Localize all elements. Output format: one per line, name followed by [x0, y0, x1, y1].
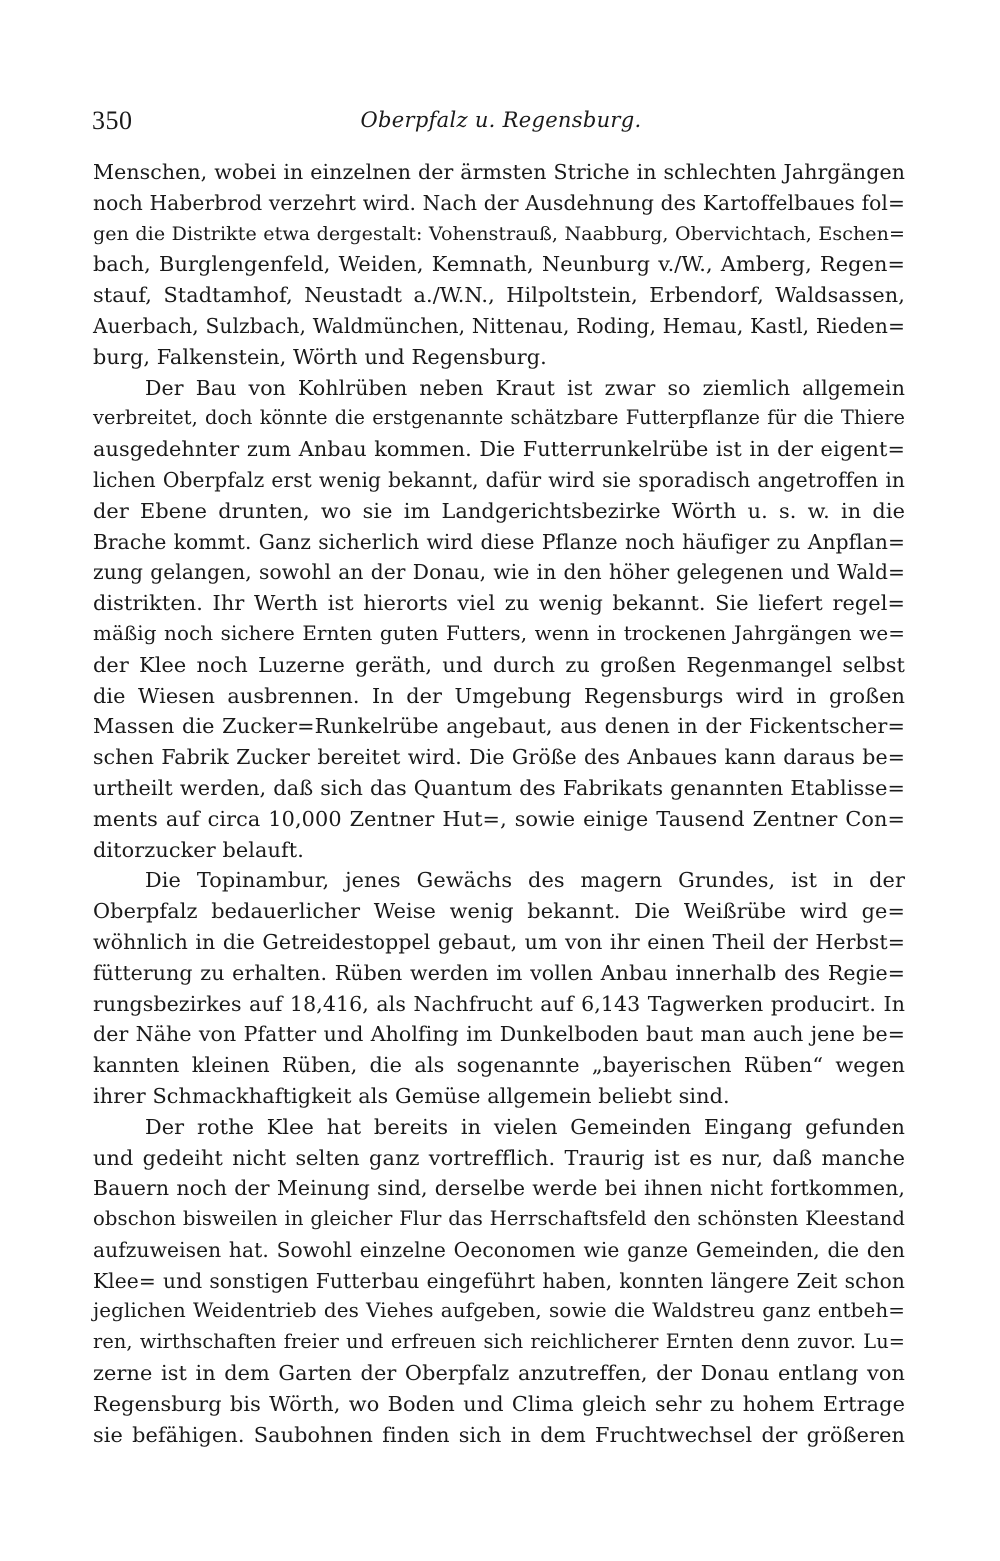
text-line: gen die Distrikte etwa dergestalt: Vohenstrauß, Naabburg, Obervichtach, Eschen=: [93, 222, 905, 245]
text-line: zerne ist in dem Garten der Oberpfalz anzutreffen, der Donau entlang von: [93, 1361, 905, 1386]
text-line: Auerbach, Sulzbach, Waldmünchen, Nittenau, Roding, Hemau, Kastl, Rieden=: [93, 313, 905, 338]
text-line: Klee= und sonstigen Futterbau eingeführt haben, konnten längere Zeit schon: [93, 1268, 905, 1293]
running-title: Oberpfalz u. Regensburg.: [360, 108, 642, 132]
text-line: Oberpfalz bedauerlicher Weise wenig bekannt. Die Weißrübe wird ge=: [93, 899, 905, 924]
text-line: der Klee noch Luzerne geräth, und durch zu großen Regenmangel selbst: [93, 652, 905, 677]
text-line: ments auf circa 10,000 Zentner Hut=, sowie einige Tausend Zentner Con=: [93, 806, 905, 831]
text-line: Die Topinambur, jenes Gewächs des magern Grundes, ist in der: [145, 868, 905, 893]
text-line: mäßig noch sichere Ernten guten Futters, wenn in trockenen Jahrgängen we=: [93, 621, 905, 645]
text-line: ihrer Schmackhaftigkeit als Gemüse allgemein beliebt sind.: [93, 1083, 730, 1108]
text-line: Der Bau von Kohlrüben neben Kraut ist zwar so ziemlich allgemein: [145, 375, 905, 400]
text-line: zung gelangen, sowohl an der Donau, wie in den höher gelegenen und Wald=: [93, 560, 905, 585]
text-line: der Nähe von Pfatter und Aholfing im Dunkelboden baut man auch jene be=: [93, 1022, 905, 1047]
text-line: wöhnlich in die Getreidestoppel gebaut, um von ihr einen Theil der Herbst=: [93, 929, 905, 954]
text-line: jeglichen Weidentrieb des Viehes aufgeben, sowie die Waldstreu ganz entbeh=: [93, 1299, 905, 1323]
text-line: und gedeiht nicht selten ganz vortrefflich. Traurig ist es nur, daß manche: [93, 1145, 905, 1170]
text-line: aufzuweisen hat. Sowohl einzelne Oeconomen wie ganze Gemeinden, die den: [93, 1237, 905, 1262]
text-line: die Wiesen ausbrennen. In der Umgebung Regensburgs wird in großen: [93, 683, 905, 708]
text-line: noch Haberbrod verzehrt wird. Nach der Ausdehnung des Kartoffelbaues fol=: [93, 190, 905, 215]
text-line: Massen die Zucker=Runkelrübe angebaut, aus denen in der Fickentscher=: [93, 714, 905, 739]
text-line: sie befähigen. Saubohnen finden sich in dem Fruchtwechsel der größeren: [93, 1422, 905, 1447]
text-line: Regensburg bis Wörth, wo Boden und Clima gleich sehr zu hohem Ertrage: [93, 1391, 905, 1416]
text-line: ditorzucker belauft.: [93, 837, 304, 862]
text-line: schen Fabrik Zucker bereitet wird. Die Größe des Anbaues kann daraus be=: [93, 745, 905, 770]
text-line: burg, Falkenstein, Wörth und Regensburg.: [93, 344, 547, 369]
text-line: distrikten. Ihr Werth ist hierorts viel zu wenig bekannt. Sie liefert regel=: [93, 591, 905, 616]
text-line: ren, wirthschaften freier und erfreuen sich reichlicherer Ernten denn zuvor. Lu=: [93, 1330, 905, 1354]
body-text: [93, 157, 905, 1450]
text-line: ausgedehnter zum Anbau kommen. Die Futterrunkelrübe ist in der eigent=: [93, 437, 905, 462]
text-line: fütterung zu erhalten. Rüben werden im vollen Anbau innerhalb des Regie=: [93, 960, 905, 985]
text-line: stauf, Stadtamhof, Neustadt a./W.N., Hilpoltstein, Erbendorf, Waldsassen,: [93, 283, 905, 308]
text-line: kannten kleinen Rüben, die als sogenannte „bayerischen Rüben“ wegen: [93, 1053, 905, 1078]
text-line: obschon bisweilen in gleicher Flur das Herrschaftsfeld den schönsten Kleestand: [93, 1207, 905, 1231]
text-line: der Ebene drunten, wo sie im Landgerichtsbezirke Wörth u. s. w. in die: [93, 498, 905, 523]
page-number: 350: [92, 106, 133, 135]
text-line: urtheilt werden, daß sich das Quantum des Fabrikats genannten Etablisse=: [93, 775, 905, 800]
page-header: [92, 106, 910, 146]
text-line: verbreitet, doch könnte die erstgenannte schätzbare Futterpflanze für die Thiere: [93, 406, 905, 430]
text-line: Menschen, wobei in einzelnen der ärmsten Striche in schlechten Jahrgängen: [93, 160, 905, 184]
text-line: bach, Burglengenfeld, Weiden, Kemnath, Neunburg v./W., Amberg, Regen=: [93, 252, 905, 277]
text-line: Bauern noch der Meinung sind, derselbe werde bei ihnen nicht fortkommen,: [93, 1176, 905, 1201]
text-line: Brache kommt. Ganz sicherlich wird diese Pflanze noch häufiger zu Anpflan=: [93, 529, 905, 554]
text-line: rungsbezirkes auf 18,416, als Nachfrucht auf 6,143 Tagwerken producirt. In: [93, 991, 905, 1016]
text-line: lichen Oberpfalz erst wenig bekannt, dafür wird sie sporadisch angetroffen in: [93, 467, 905, 492]
text-line: Der rothe Klee hat bereits in vielen Gemeinden Eingang gefunden: [145, 1114, 905, 1139]
